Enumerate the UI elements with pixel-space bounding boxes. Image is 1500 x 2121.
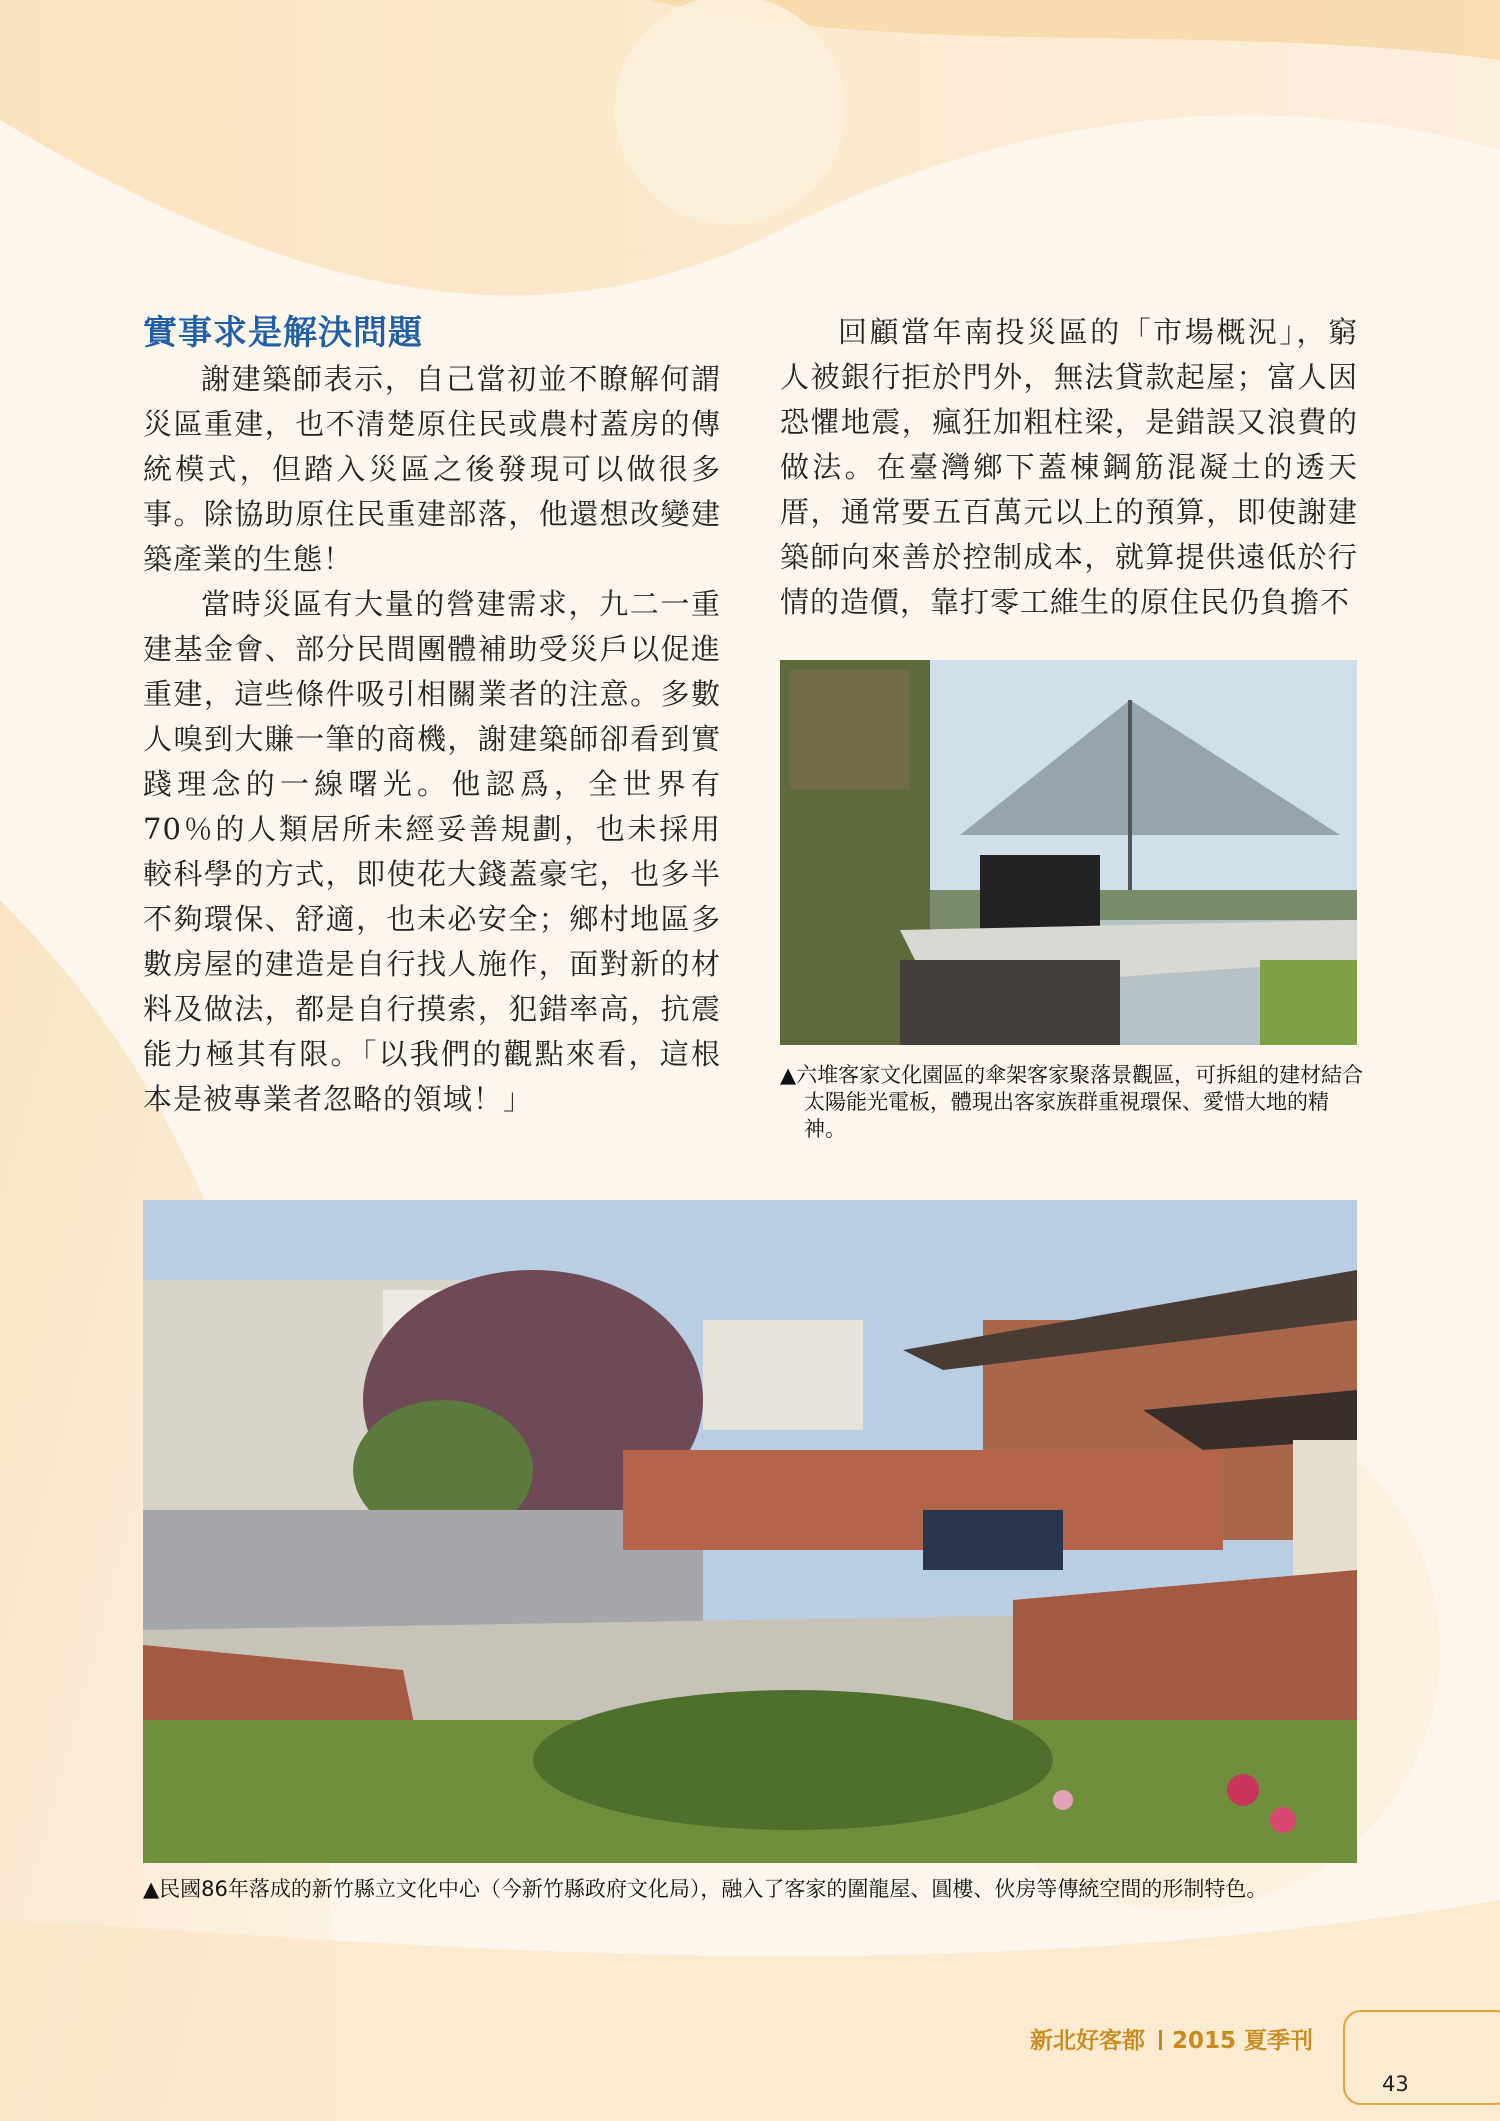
footer-publication xyxy=(1030,2022,1313,2055)
paragraph: 當時災區有大量的營建需求，九二一重建基金會、部分民間團體補助受災戶以促進重建，這些條件吸引相關業者的注意。多數人嗅到大賺一筆的商機，謝建築師卻看到實踐理念的一線曙光。他認爲，全世界有70％的人類居所未經妥善規劃，也未採用較科學的方式，即使花大錢蓋豪宅，也多半不夠環保、舒適，也未必安全；鄉村地區多數房屋的建造是自行找人施作，面對新的材料及做法，都是自行摸索，犯錯率高，抗震能力極其有限。「以我們的觀點來看，這根本是被專業者忽略的領域！」 xyxy=(143,587,721,1116)
photo-caption: ▲民國86年落成的新竹縣立文化中心（今新竹縣政府文化局），融入了客家的圍龍屋、圓樓、伙房等傳統空間的形制特色。 xyxy=(143,1877,1268,1901)
paragraph: 謝建築師表示，自己當初並不瞭解何謂災區重建，也不清楚原住民或農村蓋房的傳統模式，但踏入災區之後發現可以做很多事。除協助原住民重建部落，他還想改變建築產業的生態！ xyxy=(143,362,721,576)
right-column xyxy=(780,310,1358,625)
issue-label: 2015 夏季刊 xyxy=(1172,2028,1314,2054)
section-heading: 實事求是解決問題 xyxy=(143,313,423,353)
photo-caption: ▲六堆客家文化園區的傘架客家聚落景觀區，可拆組的建材結合太陽能光電板，體現出客家族群重視環保、愛惜大地的精神。 xyxy=(780,1063,1364,1141)
page-number: 43 xyxy=(1382,2072,1409,2096)
paragraph: 回顧當年南投災區的「市場概況」，窮人被銀行拒於門外，無法貸款起屋；富人因恐懼地震，瘋狂加粗柱梁，是錯誤又浪費的做法。在臺灣鄉下蓋棟鋼筋混凝土的透天厝，通常要五百萬元以上的預算，即使謝建築師向來善於控制成本，就算提供遠低於行情的造價，靠打零工維生的原住民仍負擔不 xyxy=(780,315,1358,619)
photo-hakka-park xyxy=(780,660,1357,1045)
publication-name: 新北好客都 xyxy=(1030,2028,1145,2054)
left-column xyxy=(143,357,721,1122)
footer-divider xyxy=(1159,2030,1162,2050)
photo-cultural-center xyxy=(143,1200,1357,1863)
page-number-frame xyxy=(1343,2010,1500,2105)
